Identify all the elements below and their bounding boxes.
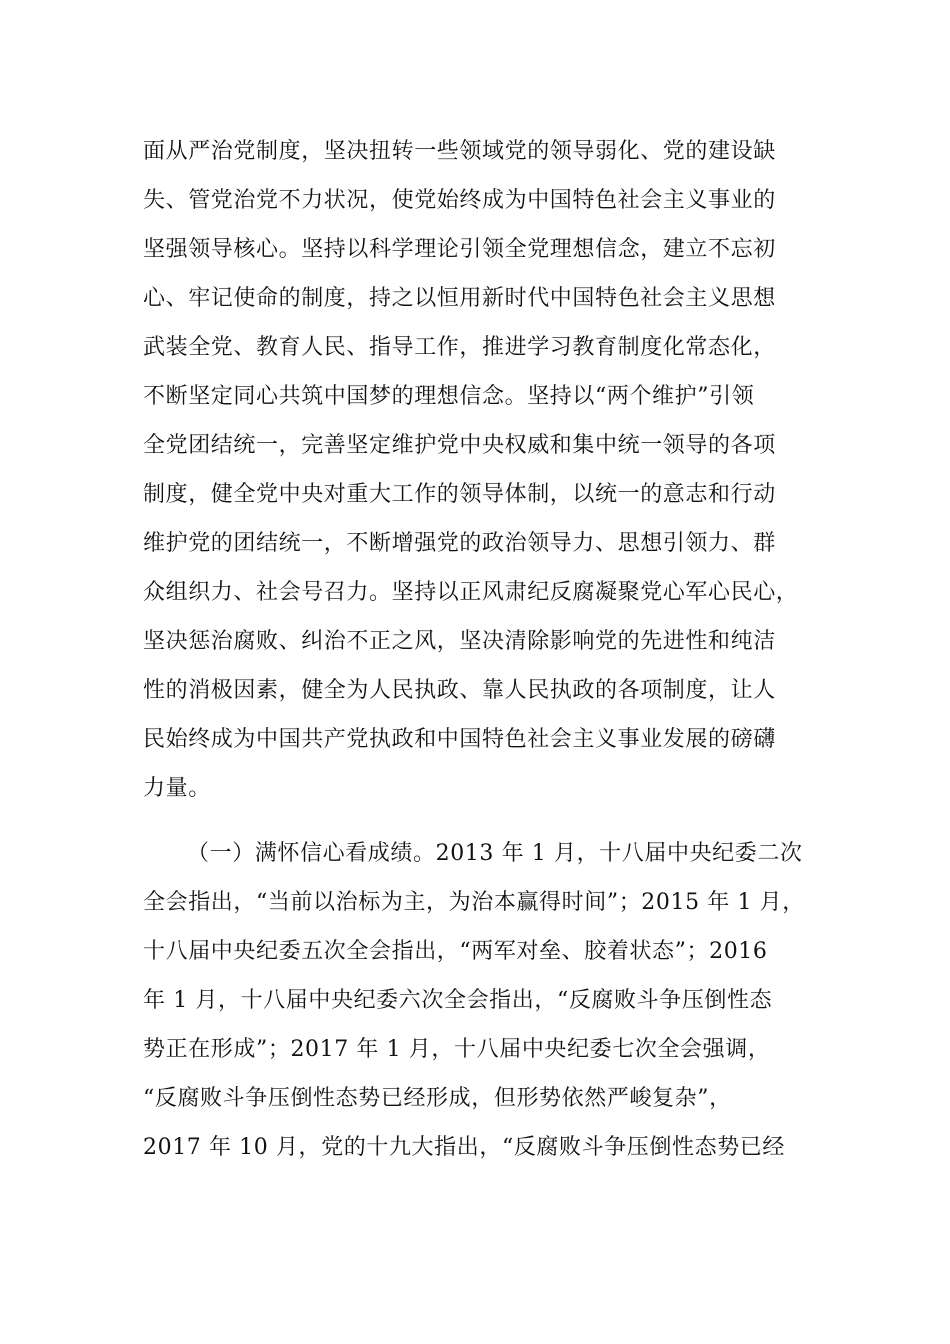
paragraph-1-line-14: 力量。 [143,776,211,801]
paragraph-2-line-6: “反腐败斗争压倒性态势已经形成，但形势依然严峻复杂”， [143,1086,732,1111]
paragraph-1-line-8: 制度，健全党中央对重大工作的领导体制，以统一的意志和行动 [143,482,776,507]
paragraph-1-line-13: 民始终成为中国共产党执政和中国特色社会主义事业发展的磅礴 [143,727,776,752]
paragraph-2-line-1: （一）满怀信心看成绩。2013 年 1 月，十八届中央纪委二次 [187,841,803,866]
paragraph-2-line-5: 势正在形成”；2017 年 1 月，十八届中央纪委七次全会强调， [143,1037,771,1062]
paragraph-1-line-11: 坚决惩治腐败、纠治不正之风，坚决清除影响党的先进性和纯洁 [143,629,776,654]
paragraph-1-line-4: 心、牢记使命的制度，持之以恒用新时代中国特色社会主义思想 [143,286,776,311]
paragraph-1-line-3: 坚强领导核心。坚持以科学理论引领全党理想信念，建立不忘初 [143,237,776,262]
paragraph-1-line-5: 武装全党、教育人民、指导工作，推进学习教育制度化常态化， [143,335,776,360]
paragraph-1-line-6: 不断坚定同心共筑中国梦的理想信念。坚持以“两个维护”引领 [143,384,755,409]
paragraph-2-line-7: 2017 年 10 月，党的十九大指出，“反腐败斗争压倒性态势已经 [143,1135,786,1160]
paragraph-2-line-2: 全会指出，“当前以治标为主，为治本赢得时间”；2015 年 1 月， [143,890,805,915]
paragraph-1-line-2: 失、管党治党不力状况，使党始终成为中国特色社会主义事业的 [143,188,776,213]
paragraph-1-line-7: 全党团结统一，完善坚定维护党中央权威和集中统一领导的各项 [143,433,776,458]
paragraph-2-line-3: 十八届中央纪委五次全会指出，“两军对垒、胶着状态”；2016 [143,939,768,964]
paragraph-1-line-9: 维护党的团结统一，不断增强党的政治领导力、思想引领力、群 [143,531,776,556]
paragraph-1-line-12: 性的消极因素，健全为人民执政、靠人民执政的各项制度，让人 [143,678,776,703]
paragraph-1-line-10: 众组织力、社会号召力。坚持以正风肃纪反腐凝聚党心军心民心， [143,580,799,605]
paragraph-1-line-1: 面从严治党制度，坚决扭转一些领域党的领导弱化、党的建设缺 [143,139,776,164]
paragraph-2-line-4: 年 1 月，十八届中央纪委六次全会指出，“反腐败斗争压倒性态 [143,988,773,1013]
